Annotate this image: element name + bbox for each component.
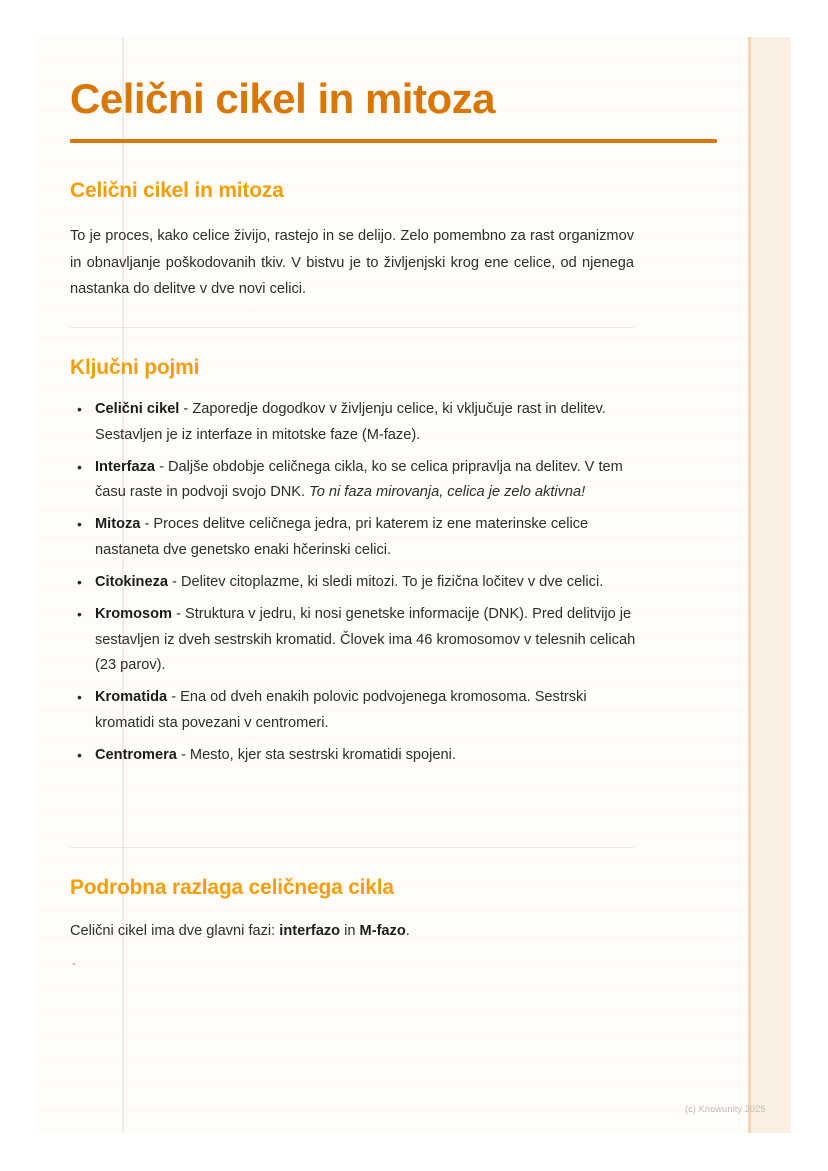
term-separator: - xyxy=(140,516,154,533)
term-separator: - xyxy=(167,574,181,591)
section-divider xyxy=(70,847,634,848)
term-item-centromera xyxy=(70,743,640,769)
term-separator: - xyxy=(179,401,193,417)
term-name: Celični cikel xyxy=(95,401,180,417)
term-separator: - xyxy=(172,606,186,623)
bullet-icon: • xyxy=(77,606,82,623)
term-name: Centromera xyxy=(95,747,177,764)
term-name: Kromosom xyxy=(95,606,173,623)
term-definition: Ena od dveh enakih polovic podvojenega kromosoma. Sestrski kromatidi sta povezani v centromeri. xyxy=(95,689,587,732)
term-definition: Struktura v jedru, ki nosi genetske informacije (DNK). Pred delitvijo je sestavljen iz dveh sestrskih kromatid. Človek ima 46 kromosomov v telesnih celicah (23 parov). xyxy=(95,606,636,674)
bullet-icon: • xyxy=(77,747,82,764)
bullet-icon: • xyxy=(77,401,82,417)
term-name: Kromatida xyxy=(95,689,168,706)
paragraph-text: Celični cikel ima dve glavni fazi: xyxy=(70,923,280,939)
copyright-footer: (c) Knowunity 2025 xyxy=(685,1104,766,1114)
term-definition: Delitev citoplazme, ki sledi mitozi. To je fizična ločitev v dve celici. xyxy=(180,574,604,591)
term-item-citokineza xyxy=(70,570,640,596)
term-item-kromosom xyxy=(70,602,640,679)
term-note: To ni faza mirovanja, celica je zelo aktivna! xyxy=(309,484,586,501)
term-definition: Zaporedje dogodkov v življenju celice, ki vključuje rast in delitev. Sestavljen je iz interfaze in mitotske faze (M-faze). xyxy=(95,401,606,443)
bullet-icon: • xyxy=(77,689,82,706)
term-item-interfaza xyxy=(70,455,640,506)
term-item-mitoza xyxy=(70,512,640,563)
term-separator: - xyxy=(167,689,181,706)
paragraph-text: . xyxy=(405,923,410,939)
bullet-icon: • xyxy=(77,458,82,475)
term-item-kromatida xyxy=(70,685,640,736)
page-title: Celični cikel in mitoza xyxy=(70,75,495,122)
bullet-icon: • xyxy=(77,516,82,533)
section-heading-intro: Celični cikel in mitoza xyxy=(70,179,284,202)
term-definition: Daljše obdobje celičnega cikla, ko se celica pripravlja na delitev. V tem času raste in podvoji svojo DNK. xyxy=(95,458,623,501)
term-name: Citokineza xyxy=(95,574,168,591)
paragraph-text: in xyxy=(340,923,360,939)
bullet-icon: • xyxy=(77,574,82,591)
section-heading-key-terms: Ključni pojmi xyxy=(70,356,200,379)
term-definition: Mesto, kjer sta sestrski kromatidi spojeni. xyxy=(189,747,456,764)
title-underline xyxy=(70,139,717,143)
document-page xyxy=(36,37,791,1133)
section-divider xyxy=(70,327,634,328)
stray-backtick: ` xyxy=(72,961,76,975)
side-strip xyxy=(748,37,791,1133)
phase-interfaza: interfazo xyxy=(279,923,341,939)
term-name: Interfaza xyxy=(95,458,156,475)
key-terms-list xyxy=(70,397,640,775)
cycle-phases-paragraph xyxy=(70,918,634,945)
term-definition: Proces delitve celičnega jedra, pri katerem iz ene materinske celice nastaneta dve genetsko enaki hčerinski celici. xyxy=(95,516,589,558)
phase-m-faza: M-fazo xyxy=(359,923,406,939)
term-separator: - xyxy=(155,458,168,475)
section-heading-detailed-cycle: Podrobna razlaga celičnega cikla xyxy=(70,876,394,899)
term-name: Mitoza xyxy=(95,516,141,533)
intro-paragraph: To je proces, kako celice živijo, rastejo in se delijo. Zelo pomembno za rast organizmov in obnavljanje poškodovanih tkiv. V bistvu je to življenjski krog ene celice, od njenega nastanka do delitve v dve novi celici. xyxy=(70,228,634,297)
term-separator: - xyxy=(176,747,190,764)
term-item-celicni-cikel xyxy=(70,397,640,448)
